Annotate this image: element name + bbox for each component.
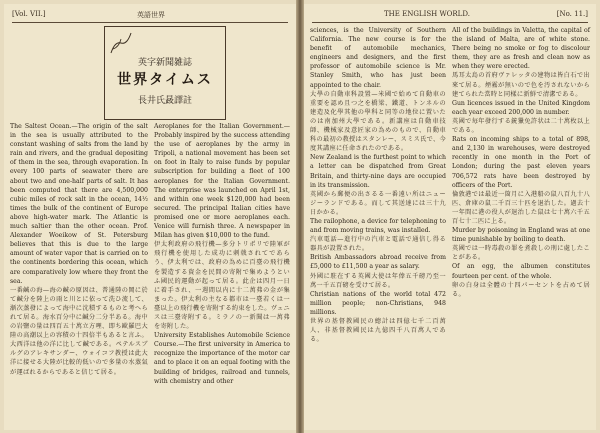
right-column-1 [310,26,446,344]
article-new-zealand-en: New Zealand is the furthest point to which a letter can be dispatched from Great Britain, and thirty-nine days are occupied in its transmission. [310,154,446,189]
article-new-zealand-jp: 英國から郵便の出さるる一番遠い所はニュージーランドである。而して其送達には三十九日かかる。 [310,190,446,216]
column-title: 世界タイムス [117,72,213,88]
article-christian-nations-jp: 世界の基督教國民の總計は四億七千二百萬人、非基督教國民は九億四千八百萬人である。 [310,318,446,344]
book-gutter [296,0,304,433]
article-ambassadors-jp: 外國に駐在する英國大使は年俸五千磅乃至一萬一千五百磅を受けて居る。 [310,272,446,289]
article-salt-ocean-jp: 一番鹹の海—海の鹹の原因は、普通陸の岡に於て鹹分を陸上の雨と川とに依って洗ひ流して、漸次蒸發によって海中に沈積するものと考へられて居る。海水百分中に鹹分二分半ある。海中の岩鹽の量は四百五十萬立方哩、即ち歐羅巴大陸の高潮以上の容積の十四倍半もあると言ふ。大西洋は他の洋に比して鹹である。ペテルスブルグのアレキサンダー、ウォイコフ教授は此大洋に接せる大陸が比較的低いので多量の水蒸氣が運ばれるからであると信じて居る。 [10,286,148,376]
volume-number: [Vol. VII.] [12,10,46,18]
article-gun-licences-en: Gun licences issued in the United Kingdom each year exceed 200,000 in number. [452,99,590,116]
left-column-1 [10,122,148,377]
magazine-title-en: THE ENGLISH WORLD. [384,10,470,18]
article-salt-ocean-en: The Saltest Ocean.—The origin of the salt in the sea is usually attributed to the constant washing of salts from the land by rain and rivers, and the gradual depositing of them in the sea, through evaporation. In every 100 parts of seawater there are about two and one-half parts of salt. It has been computed that there are 4,500,000 cubic miles of rock salt in the ocean, 14½ times the bulk of the continent of Europe above high-water mark. The Atlantic is much saltier than the other ocean. Prof. Alexander Woeikow of St. Petersburg believes that this is due to the large amount of water vapor that is carried on to the continents bordering this ocean, which are comparatively low where they front the sea. [10,123,148,285]
left-page [4,4,296,430]
article-railophone-jp: 汽車電話—進行中の汽車と電話で通信し得る器具が設置された。 [310,236,446,253]
ornament-icon [109,31,133,55]
article-rats-jp: 倫敦港では最近一箇月に入港船の鼠八百九十八匹、倉庫の鼠二千百三十匹を退治した。過去十一年間に港の役人が退治した鼠は七十萬六千五百七十二匹に上る。 [452,190,590,225]
article-christian-nations-en: Christian nations of the world total 472 million people; non-Christians, 948 millions. [310,290,446,316]
article-university-en: University Establishes Automobile Science Course.—The first university in America to recognize the importance of the motor car and to place it on an equal footing with the building of bridges, railroad and tunnels, with chemistry and other [154,332,290,385]
article-university-cont-en: sciences, is the University of Southern California. The new course is for the benefit of automobile mechanics, engineers and designers, and the first professor of automobile science is Mr. Stanley Smith, who has just been appointed to the chair. [310,27,446,89]
article-railophone-en: The railophone, a device for telephoning to and from moving trains, was installed. [310,217,446,235]
article-rats-en: Rats on incoming ships to a total of 898, and 2,130 in warehouses, were destroyed recently in one month in the Port of London; during the past eleven years 706,572 rats have been destroyed by officers of the Port. [452,136,590,189]
article-ambassadors-en: British Ambassadors abroad receive from £5,000 to £11,500 a year as salary. [310,254,446,271]
article-aeroplanes-en: Aeroplanes for the Italian Government.—Probably inspired by the success attending the use of aeroplanes by the army in Tripoli, a national movement has been set on foot in Italy to raise funds by popular subscription for building a fleet of 100 aeroplanes for the Italian Government. The enterprise was launched on April 1st, and within one week $120,000 had been secured. The principal Italian cities have promised one or more aeroplanes each. Venice will furnish three. A newspaper in Milan has given $10,000 to the fund. [154,123,290,240]
left-column-2 [154,122,290,386]
article-valetta-jp: 馬耳太島の首府ヴァレッタの建物は皆白石で出來て居る。煙霧が無いので色を汚されないから建てられた當時と同樣に新鮮で清潔である。 [452,72,590,98]
article-university-jp: 大學の自動車科設置—米國で始めて自動車の重要を認め且つ之を橋梁、鐵道、トンネルの建造及化學其他の學科と同等の地位に置いたのは南加州大學である。新講座は自動車技師、機械家及意匠家の為めのもので、自動車科の最初の教授はスタンレー、スミス氏で、今度其講座に任命されたのである。 [310,90,446,153]
column-subtitle: 英字新聞雑誌 [137,58,192,68]
article-aeroplanes-jp: 伊太利政府の飛行機—多分トリポリで陸軍が飛行機を使用した成功に刺戟されてであらう、伊太利では、政府の為めに百臺の飛行機を製造する資金を民間の寄附で集めようといふ國民的運動が起って居る。此企は四月一日に着手され、一週間以内に十二萬弗の金が集まった。伊太利の主なる都市は一臺若くは一臺以上の飛行機を寄附する約束をした。ヴェニスは三臺寄附する。ミラノの一新聞は一萬弗を寄附した。 [154,241,290,331]
issue-number: [No. 11.] [556,10,588,18]
right-page [304,4,596,430]
article-poisoning-en: Murder by poisoning in England was at one time punishable by boiling to death. [452,227,590,244]
article-egg-en: Of an egg, the albumen constitutes fourteen per cent. of the whole. [452,263,590,280]
left-page-header [12,8,288,23]
article-gun-licences-jp: 英國で毎年發行する銃獵免許状は二十萬枚以上である。 [452,117,590,135]
article-egg-jp: 卵の白身は全體の十四パーセントを占めて居る。 [452,281,590,298]
column-translator: 長井氏晸譯註 [137,96,192,106]
article-valetta-en: All of the buildings in Valetta, the capital of the island of Malta, are of white stone. There being no smoke or fog to discolour them, they are as fresh and clean now as when they were erected. [452,27,590,71]
magazine-title-jp: 英語世界 [137,11,165,19]
column-title-box [104,26,226,120]
right-page-header [312,8,588,23]
right-column-2 [452,26,590,299]
article-poisoning-jp: 英國では一時毒殺の罪を煮殺しの刑に處したことがある。 [452,245,590,262]
